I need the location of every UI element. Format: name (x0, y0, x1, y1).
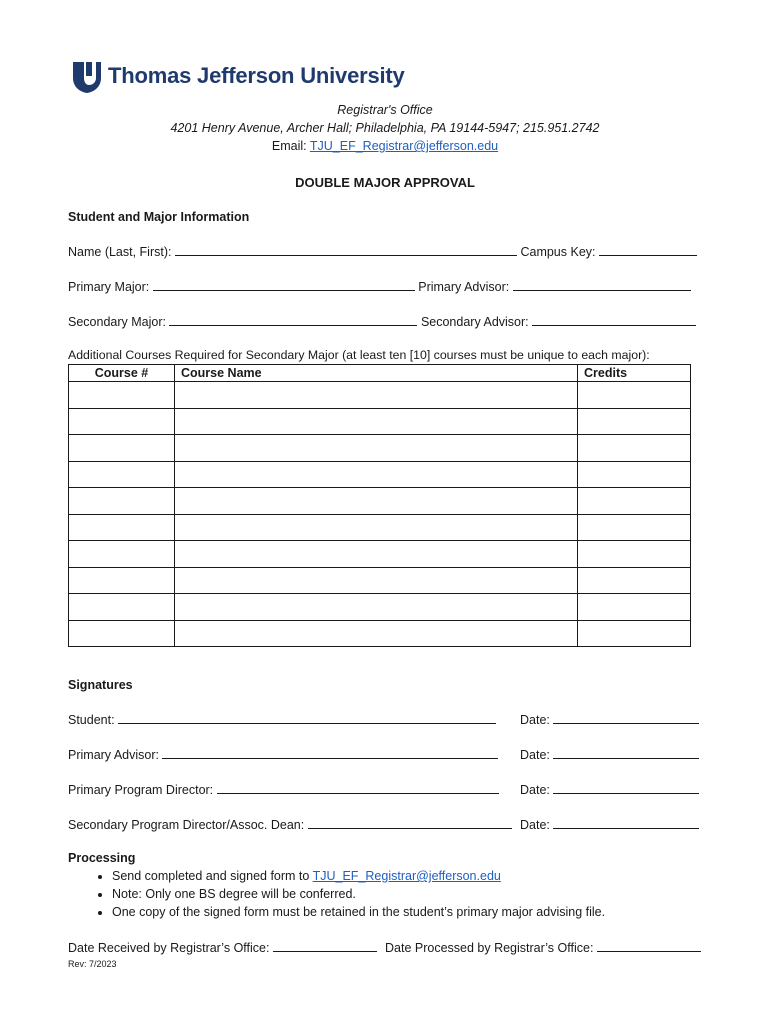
course-name-cell[interactable] (175, 620, 578, 647)
university-logo (70, 58, 405, 94)
email-label: Email: (271, 139, 307, 153)
secondary-advisor-label: Secondary Advisor: (420, 315, 529, 329)
course-name-cell[interactable] (175, 594, 578, 621)
credits-cell[interactable] (578, 541, 691, 568)
table-row (69, 620, 691, 647)
course-number-cell[interactable] (69, 488, 175, 515)
primary-advisor-field[interactable] (513, 279, 691, 291)
signatures-heading: Signatures (68, 678, 133, 692)
revision-note: Rev: 7/2023 (68, 959, 117, 969)
table-row (69, 382, 691, 409)
primary-advisor-date-row (520, 747, 699, 762)
credits-cell[interactable] (578, 488, 691, 515)
secondary-director-signature-label: Secondary Program Director/Assoc. Dean: (68, 818, 305, 832)
secondary-director-date-field[interactable] (553, 817, 699, 829)
university-name: Thomas Jefferson University (108, 63, 405, 88)
secondary-director-signature-row (68, 817, 512, 832)
primary-advisor-signature-row (68, 747, 498, 762)
primary-director-date-field[interactable] (553, 782, 699, 794)
processing-list (88, 867, 605, 921)
date-processed-field[interactable] (597, 940, 701, 952)
primary-director-signature-field[interactable] (217, 782, 499, 794)
primary-advisor-signature-label: Primary Advisor: (68, 748, 159, 762)
course-name-cell[interactable] (175, 408, 578, 435)
table-row (69, 408, 691, 435)
course-number-cell[interactable] (69, 461, 175, 488)
student-signature-label: Student: (68, 713, 115, 727)
primary-director-signature-row (68, 782, 499, 797)
credits-cell[interactable] (578, 514, 691, 541)
courses-caption: Additional Courses Required for Secondary Major (at least ten [10] courses must be unique to each major): (68, 348, 650, 362)
table-row (69, 488, 691, 515)
primary-major-label: Primary Major: (68, 280, 150, 294)
course-number-cell[interactable] (69, 541, 175, 568)
email-link[interactable]: TJU_EF_Registrar@jefferson.edu (309, 139, 499, 153)
course-name-cell[interactable] (175, 567, 578, 594)
secondary-major-label: Secondary Major: (68, 315, 166, 329)
student-date-row (520, 712, 699, 727)
campus-key-label: Campus Key: (520, 245, 596, 259)
secondary-major-field[interactable] (169, 314, 417, 326)
campus-key-field[interactable] (599, 244, 697, 256)
course-name-cell[interactable] (175, 541, 578, 568)
name-label: Name (Last, First): (68, 245, 172, 259)
credits-cell[interactable] (578, 461, 691, 488)
secondary-major-row (68, 314, 696, 329)
course-name-cell[interactable] (175, 382, 578, 409)
course-number-cell[interactable] (69, 382, 175, 409)
student-date-field[interactable] (553, 712, 699, 724)
course-name-cell[interactable] (175, 461, 578, 488)
credits-cell[interactable] (578, 435, 691, 462)
column-course-number: Course # (69, 365, 175, 382)
secondary-director-signature-field[interactable] (308, 817, 512, 829)
table-row (69, 567, 691, 594)
column-course-name: Course Name (175, 365, 578, 382)
name-row (68, 244, 697, 259)
primary-major-field[interactable] (153, 279, 415, 291)
list-item: • Note: Only one BS degree will be conferred. (112, 885, 605, 903)
course-number-cell[interactable] (69, 514, 175, 541)
credits-cell[interactable] (578, 567, 691, 594)
courses-header-row (69, 365, 691, 382)
primary-director-signature-label: Primary Program Director: (68, 783, 214, 797)
student-signature-field[interactable] (118, 712, 496, 724)
course-number-cell[interactable] (69, 594, 175, 621)
table-row (69, 514, 691, 541)
date-label: Date: (520, 713, 550, 727)
date-received-field[interactable] (273, 940, 377, 952)
course-name-cell[interactable] (175, 514, 578, 541)
date-processed-row (385, 940, 701, 955)
secondary-director-date-row (520, 817, 699, 832)
primary-advisor-label: Primary Advisor: (418, 280, 510, 294)
credits-cell[interactable] (578, 382, 691, 409)
course-number-cell[interactable] (69, 620, 175, 647)
table-row (69, 461, 691, 488)
credits-cell[interactable] (578, 594, 691, 621)
date-label: Date: (520, 783, 550, 797)
course-number-cell[interactable] (69, 435, 175, 462)
date-received-label: Date Received by Registrar’s Office: (68, 941, 270, 955)
list-item (112, 867, 605, 885)
student-signature-row (68, 712, 496, 727)
course-name-cell[interactable] (175, 488, 578, 515)
date-processed-label: Date Processed by Registrar’s Office: (385, 941, 594, 955)
primary-major-row (68, 279, 691, 294)
secondary-advisor-field[interactable] (532, 314, 696, 326)
office-email-line (0, 139, 770, 153)
column-credits: Credits (578, 365, 691, 382)
date-received-row (68, 940, 377, 955)
student-section-heading: Student and Major Information (68, 210, 250, 224)
office-name: Registrar's Office (337, 103, 433, 117)
office-address: 4201 Henry Avenue, Archer Hall; Philadelphia, PA 19144-5947; 215.951.2742 (170, 121, 600, 135)
primary-advisor-date-field[interactable] (553, 747, 699, 759)
list-item: • One copy of the signed form must be retained in the student’s primary major advising file. (112, 903, 605, 921)
processing-heading: Processing (68, 851, 136, 865)
processing-item-text: Send completed and signed form to (112, 869, 310, 883)
processing-email-link[interactable]: TJU_EF_Registrar@jefferson.edu (312, 869, 501, 883)
primary-advisor-signature-field[interactable] (162, 747, 498, 759)
credits-cell[interactable] (578, 408, 691, 435)
primary-director-date-row (520, 782, 699, 797)
name-field[interactable] (175, 244, 517, 256)
courses-table (68, 364, 691, 647)
table-row (69, 435, 691, 462)
course-name-cell[interactable] (175, 435, 578, 462)
course-number-cell[interactable] (69, 567, 175, 594)
table-row (69, 541, 691, 568)
table-row (69, 594, 691, 621)
course-number-cell[interactable] (69, 408, 175, 435)
jefferson-shield-icon (70, 58, 104, 94)
date-label: Date: (520, 818, 550, 832)
form-title: DOUBLE MAJOR APPROVAL (295, 175, 475, 190)
date-label: Date: (520, 748, 550, 762)
credits-cell[interactable] (578, 620, 691, 647)
